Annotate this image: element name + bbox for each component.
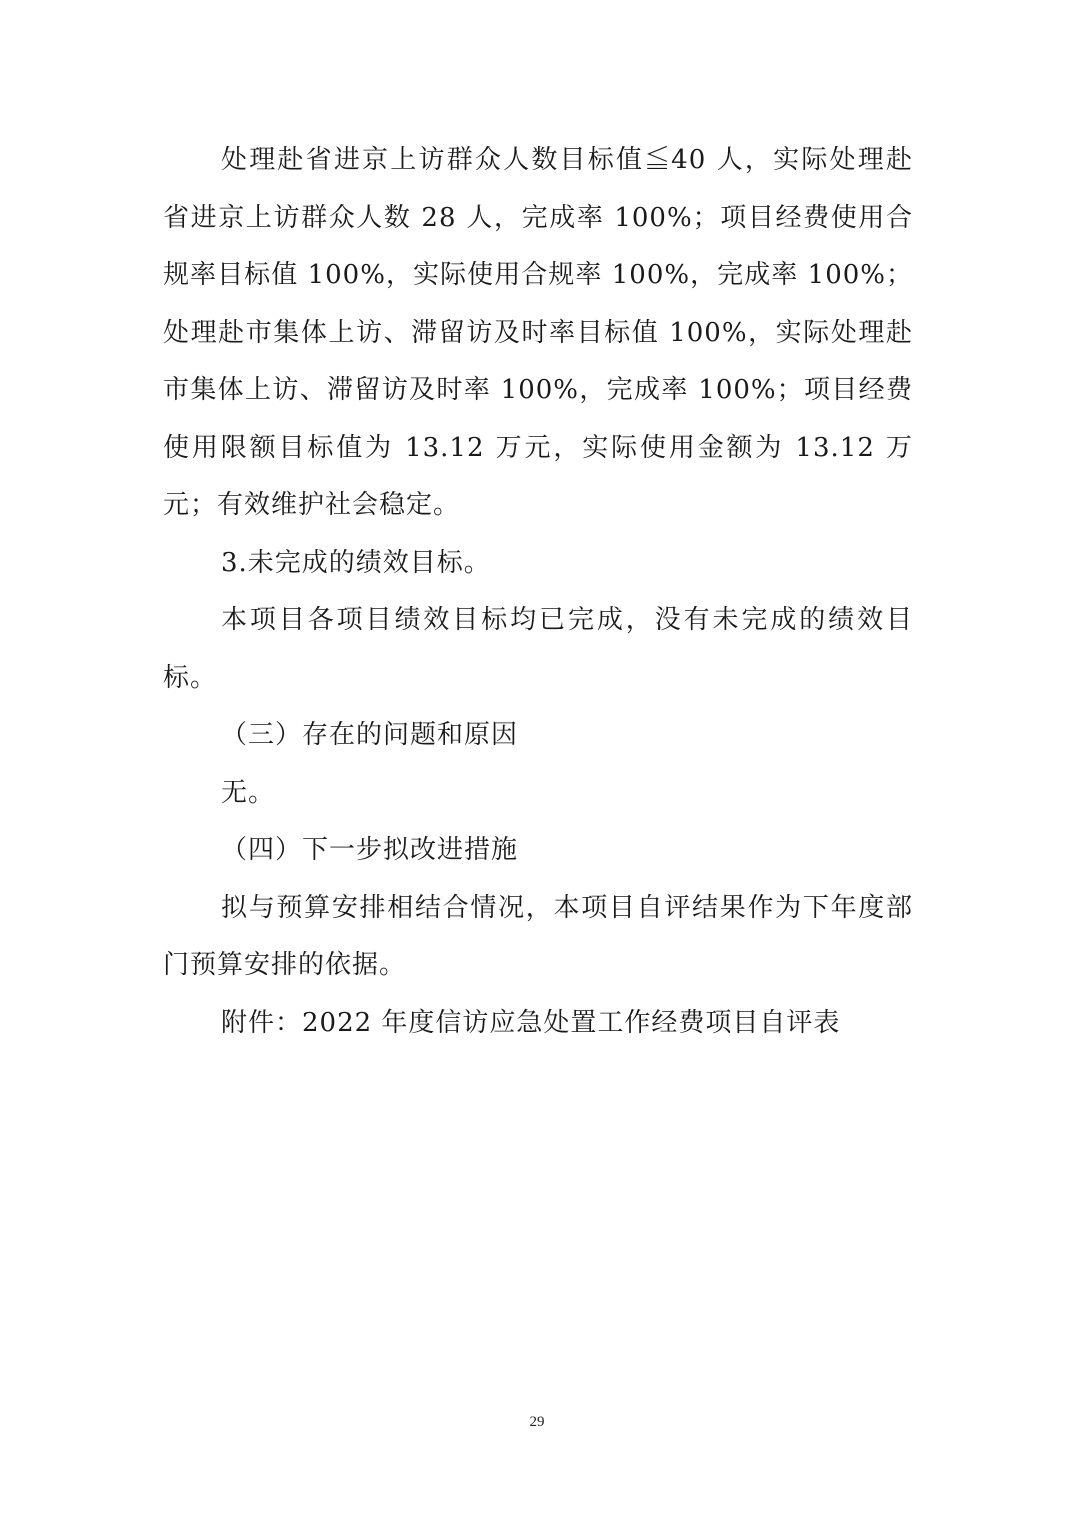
unfinished-goals-paragraph: 本项目各项目绩效目标均已完成，没有未完成的绩效目标。 — [163, 605, 913, 693]
problems-heading: （三）存在的问题和原因 — [221, 720, 519, 750]
performance-summary-paragraph: 处理赴省进京上访群众人数目标值≦40 人，实际处理赴省进京上访群众人数 28 人，完成率 100%；项目经费使用合规率目标值 100%，实际使用合规率 100%，完成率 100%；处理赴市集体上访、滞留访及时率目标值 100%，实际处理赴市集体上访、滞留访及时率 100%，完成率 100%；项目经费使用限额目标值为 13.12 万元，实际使用金额为 13.12 万元；有效维护社会稳定。 — [163, 145, 913, 520]
improvement-heading: （四）下一步拟改进措施 — [221, 835, 519, 865]
attachment-line: 附件：2022 年度信访应急处置工作经费项目自评表 — [221, 1007, 841, 1038]
document-body — [163, 132, 913, 1052]
page-number: 29 — [529, 1414, 545, 1430]
problems-paragraph: 无。 — [221, 777, 276, 808]
unfinished-goals-heading: 3.未完成的绩效目标。 — [221, 547, 491, 578]
improvement-paragraph: 拟与预算安排相结合情况，本项目自评结果作为下年度部门预算安排的依据。 — [163, 892, 913, 980]
